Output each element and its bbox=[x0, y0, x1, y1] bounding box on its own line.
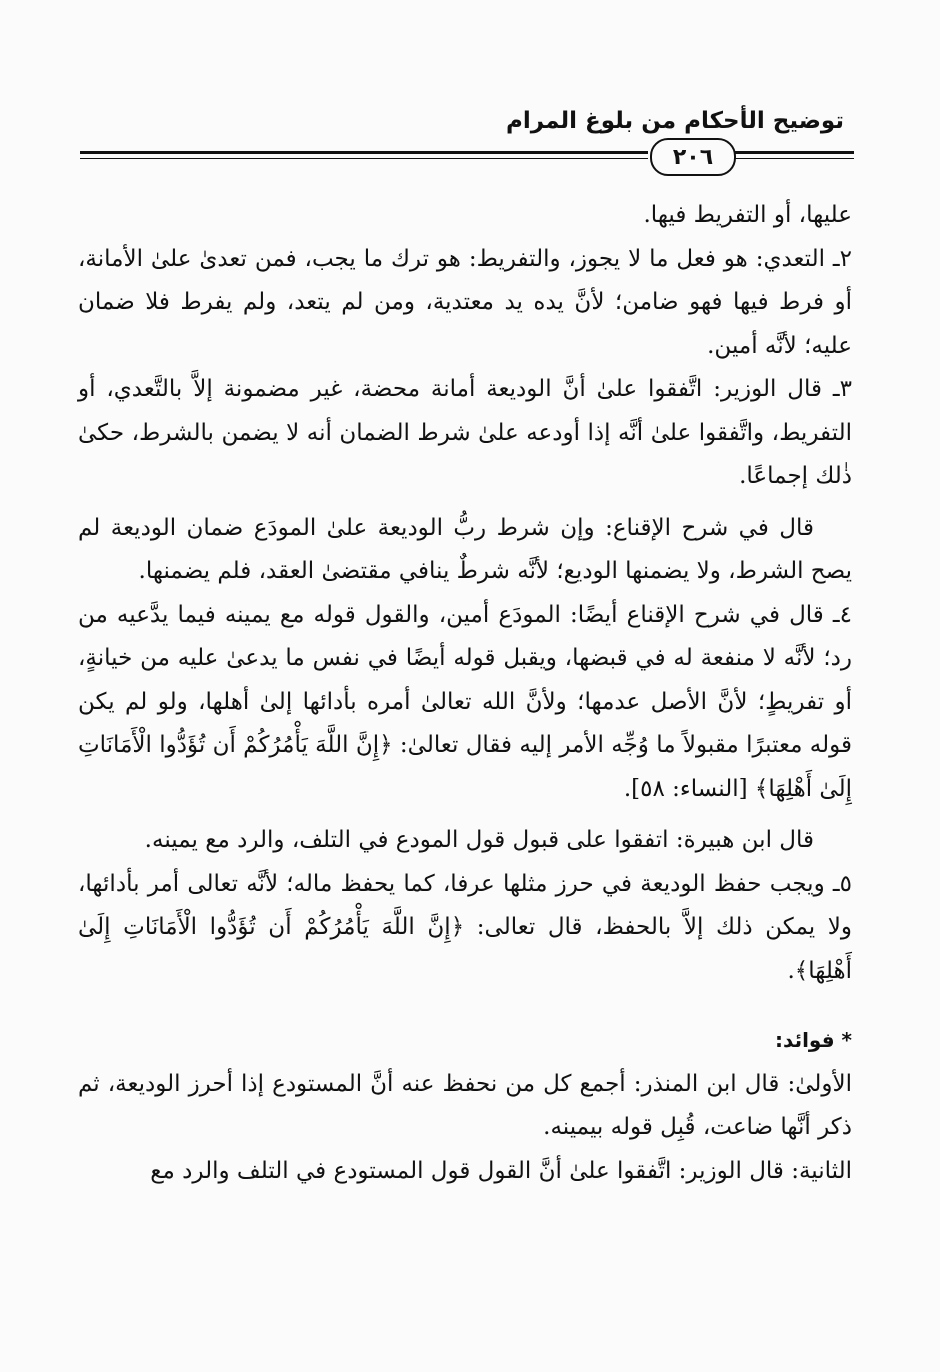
page-number: ٢٠٦ bbox=[672, 144, 714, 170]
page-number-badge bbox=[650, 138, 736, 176]
benefit-first: الأولىٰ: قال ابن المنذر: أجمع كل من نحفظ عنه أنَّ المستودع إذا أحرز الوديعة، ثم ذكر أنَّها ضاعت، قُبِل قوله بيمينه. bbox=[78, 1070, 852, 1140]
paragraph-item-5: ٥ـ ويجب حفظ الوديعة في حرز مثلها عرفا، كما يحفظ ماله؛ لأنَّه تعالى أمر بأدائها، ولا يمكن ذلك إلاَّ بالحفظ، قال تعالى: ﴿إِنَّ اللَّهَ يَأْمُرُكُمْ أَن تُؤَدُّوا الْأَمَانَاتِ إِلَىٰ أَهْلِهَا﴾. bbox=[78, 870, 852, 984]
book-title: توضيح الأحكام من بلوغ المرام bbox=[506, 108, 844, 134]
header-rule-right-thick bbox=[734, 151, 854, 154]
header-rule-left-thick bbox=[80, 151, 648, 154]
page-body bbox=[78, 194, 852, 1193]
paragraph-continuation: عليها، أو التفريط فيها. bbox=[643, 202, 852, 228]
header-rule-left-thin bbox=[80, 158, 648, 159]
header-rule-right-thin bbox=[734, 158, 854, 159]
paragraph-item-3-quote: قال في شرح الإقناع: وإن شرط ربُّ الوديعة علىٰ المودَع ضمان الوديعة لم يصح الشرط، ولا يضمنها الوديع؛ لأنَّه شرطٌ ينافي مقتضىٰ العقد، فلم يضمنها. bbox=[78, 514, 852, 584]
page-header bbox=[0, 0, 940, 180]
benefits-heading: * فوائد: bbox=[775, 1028, 852, 1052]
benefit-second: الثانية: قال الوزير: اتَّفقوا علىٰ أنَّ القول قول المستودع في التلف والرد مع bbox=[150, 1157, 852, 1184]
paragraph-item-3: ٣ـ قال الوزير: اتَّفقوا علىٰ أنَّ الوديعة أمانة محضة، غير مضمونة إلاَّ بالتَّعدي، أو التفريط، واتَّفقوا علىٰ أنَّه إذا أودعه علىٰ شرط الضمان أنه لا يضمن بالشرط، حكىٰ ذٰلك إجماعًا. bbox=[78, 376, 852, 489]
paragraph-item-4-quote: قال ابن هبيرة: اتفقوا على قبول قول المودع في التلف، والرد مع يمينه. bbox=[144, 827, 814, 853]
paragraph-item-2: ٢ـ التعدي: هو فعل ما لا يجوز، والتفريط: هو ترك ما يجب، فمن تعدىٰ علىٰ الأمانة، أو فرط فيها فهو ضامن؛ لأنَّ يده يد معتدية، ومن لم يتعد، ولم يفرط فلا ضمان عليه؛ لأنَّه أمين. bbox=[78, 245, 852, 359]
paragraph-item-4: ٤ـ قال في شرح الإقناع أيضًا: المودَع أمين، والقول قوله مع يمينه فيما يدَّعيه من رد؛ لأنَّه لا منفعة له في قبضها، ويقبل قوله أيضًا في نفس ما يدعىٰ عليه من خيانةٍ، أو تفريطٍ؛ لأنَّ الأصل عدمها؛ ولأنَّ الله تعالىٰ أمره بأدائها إلىٰ أهلها، ولو لم يكن قوله معتبرًا مقبولاً ما وُجِّه الأمر إليه فقال تعالىٰ: ﴿إِنَّ اللَّهَ يَأْمُرُكُمْ أَن تُؤَدُّوا الْأَمَانَاتِ إِلَىٰ أَهْلِهَا﴾ [النساء: ٥٨]. bbox=[78, 601, 852, 802]
